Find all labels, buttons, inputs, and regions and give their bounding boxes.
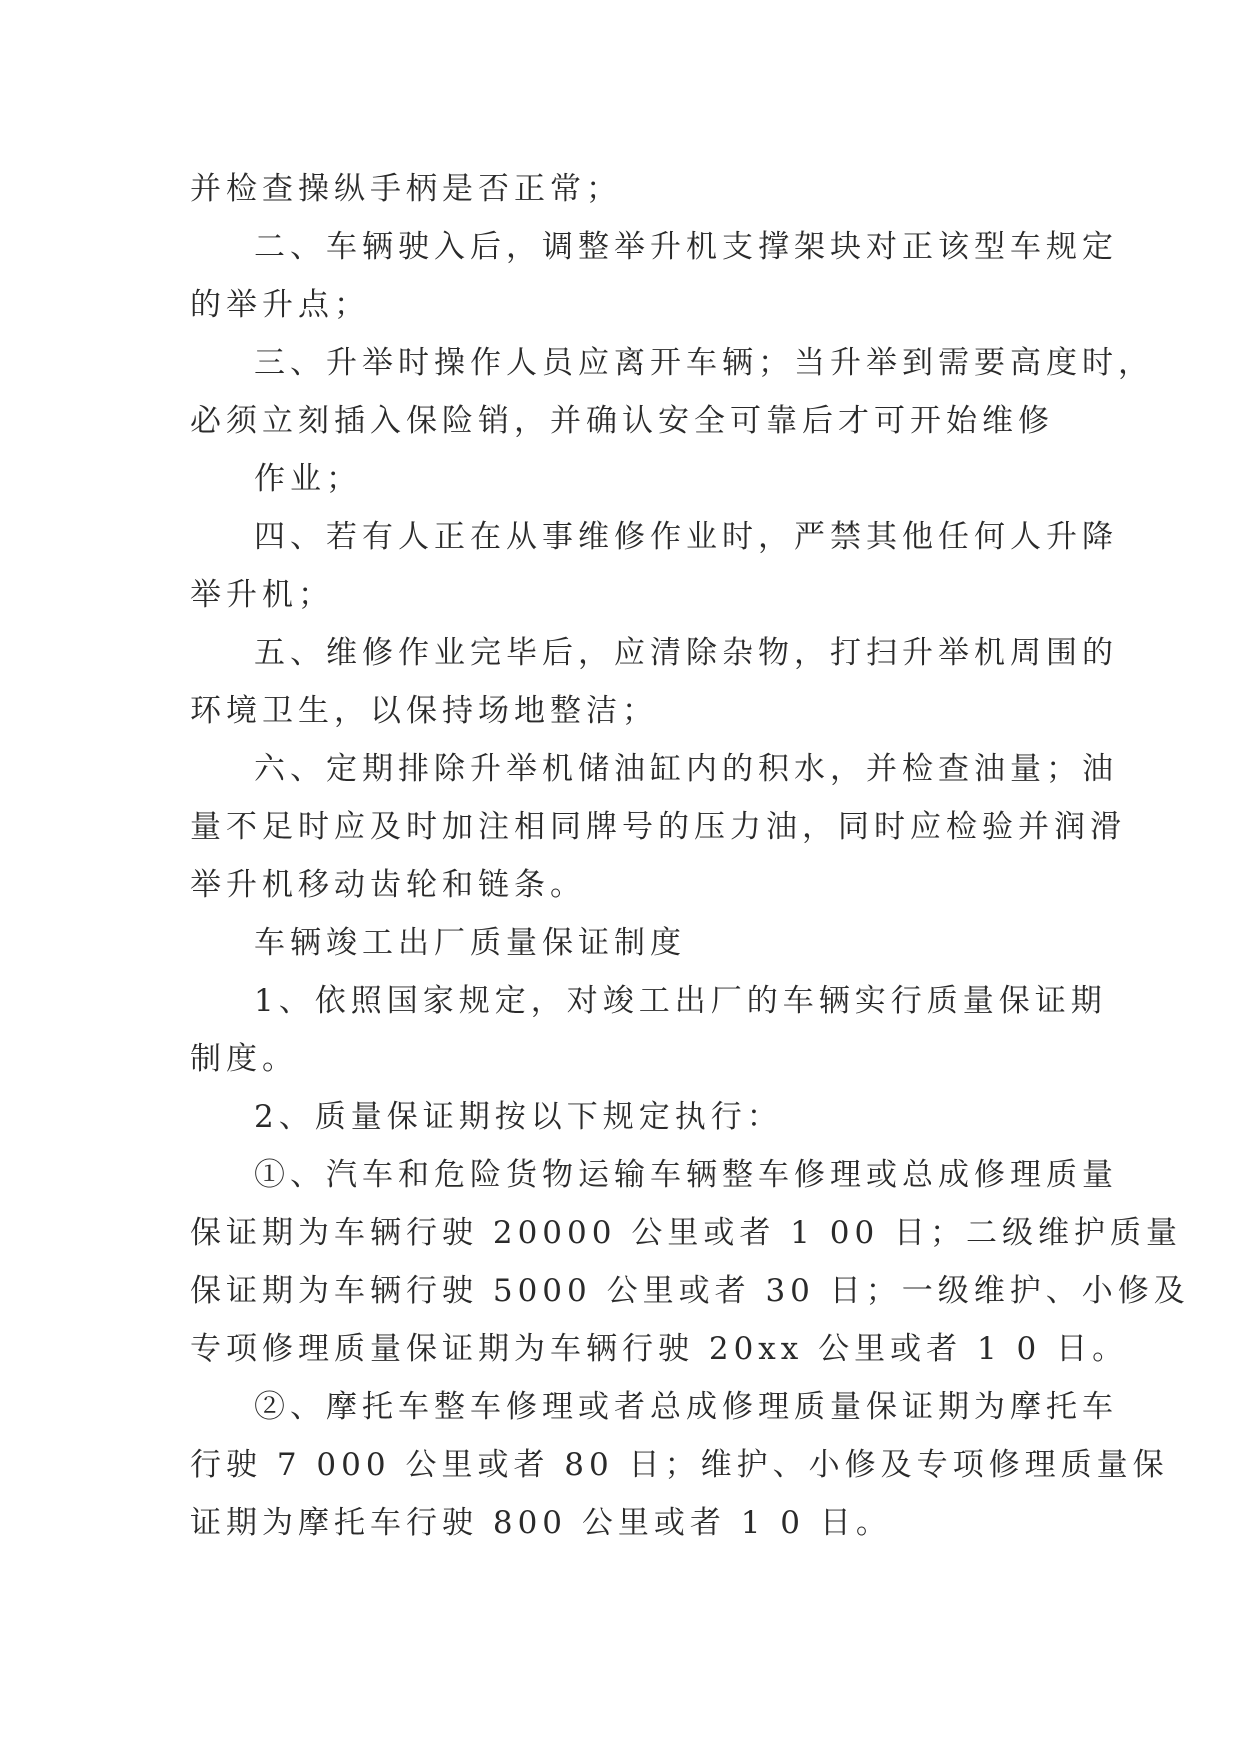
text-line: 二、车辆驶入后，调整举升机支撑架块对正该型车规定 <box>254 229 1118 265</box>
text-line: ①、汽车和危险货物运输车辆整车修理或总成修理质量 <box>254 1157 1118 1193</box>
text-line: 保证期为车辆行驶 5000 公里或者 30 日；一级维护、小修及 <box>190 1273 1190 1309</box>
text-line: 车辆竣工出厂质量保证制度 <box>254 925 686 961</box>
text-line: 四、若有人正在从事维修作业时，严禁其他任何人升降 <box>254 519 1118 555</box>
text-line: 必须立刻插入保险销，并确认安全可靠后才可开始维修 <box>190 403 1054 439</box>
text-line: 制度。 <box>190 1041 298 1077</box>
text-line: 并检查操纵手柄是否正常； <box>190 171 622 207</box>
text-line: 1、依照国家规定，对竣工出厂的车辆实行质量保证期 <box>254 983 1107 1019</box>
text-line: 五、维修作业完毕后，应清除杂物，打扫升举机周围的 <box>254 635 1118 671</box>
text-line: 2、质量保证期按以下规定执行： <box>254 1099 783 1135</box>
text-line: 证期为摩托车行驶 800 公里或者 1 0 日。 <box>190 1505 892 1541</box>
text-line: 作业； <box>254 461 362 497</box>
text-line: 行驶 7 000 公里或者 80 日；维护、小修及专项修理质量保 <box>190 1447 1169 1483</box>
text-line: 三、升举时操作人员应离开车辆；当升举到需要高度时， <box>254 345 1154 381</box>
text-line: 六、定期排除升举机储油缸内的积水，并检查油量；油 <box>254 751 1118 787</box>
text-line: 专项修理质量保证期为车辆行驶 20xx 公里或者 1 0 日。 <box>190 1331 1129 1367</box>
text-line: 量不足时应及时加注相同牌号的压力油，同时应检验并润滑 <box>190 809 1126 845</box>
text-line: 环境卫生，以保持场地整洁； <box>190 693 658 729</box>
text-line: 举升机移动齿轮和链条。 <box>190 867 586 903</box>
document-body <box>190 160 1190 1552</box>
text-line: ②、摩托车整车修理或者总成修理质量保证期为摩托车 <box>254 1389 1118 1425</box>
text-line: 的举升点； <box>190 287 370 323</box>
text-line: 举升机； <box>190 577 334 613</box>
text-line: 保证期为车辆行驶 20000 公里或者 1 00 日；二级维护质量 <box>190 1215 1183 1251</box>
